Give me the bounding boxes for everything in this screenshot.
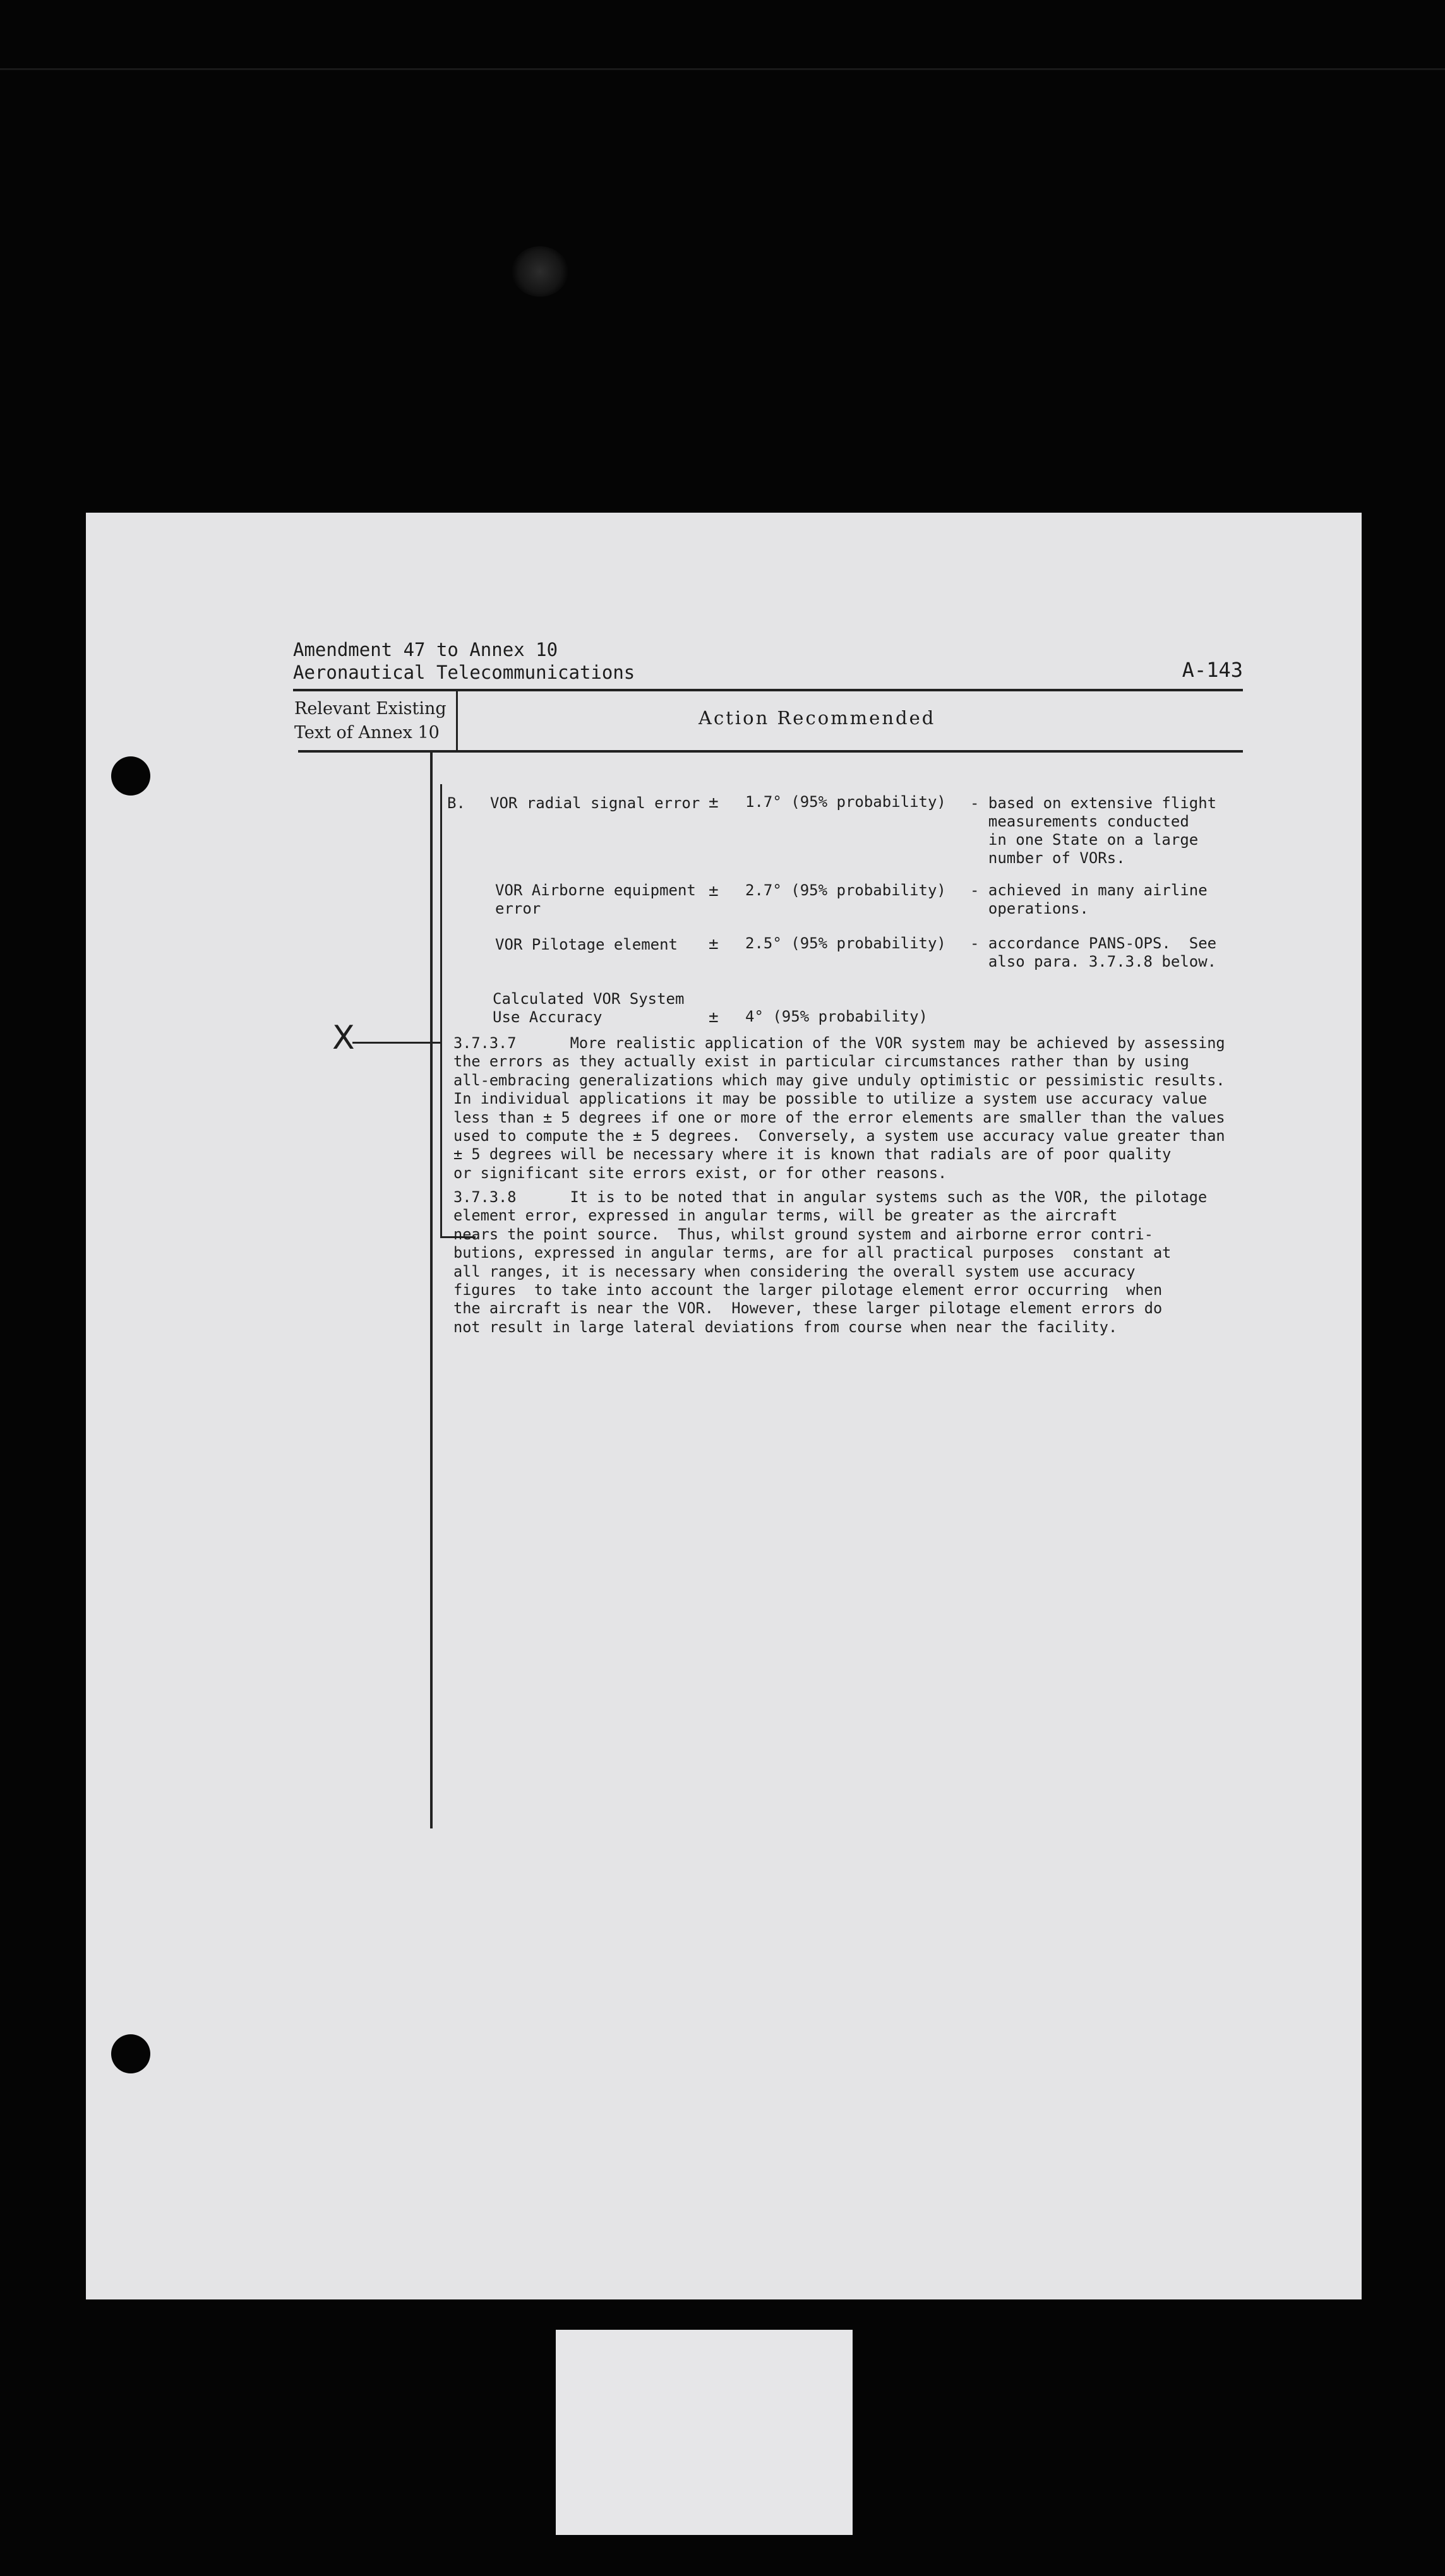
- column-heading-line: Text of Annex 10: [294, 723, 440, 742]
- row-label: VOR Pilotage element: [495, 936, 678, 953]
- row-value: 2.5° (95% probability): [745, 934, 946, 952]
- bracket-line: [440, 784, 442, 1237]
- note-line: operations.: [970, 900, 1089, 917]
- paragraph-line: 3.7.3.7 More realistic application of the VOR system may be achieved by assessing: [453, 1034, 1225, 1052]
- note-line: number of VORs.: [970, 849, 1125, 867]
- film-top-rule: [0, 68, 1445, 70]
- paragraph-3-7-3-7: [453, 1034, 1225, 1183]
- row-label: [493, 990, 684, 1027]
- plus-minus-sign: ±: [709, 881, 719, 900]
- film-label-tab: [556, 2330, 853, 2535]
- label-line: Use Accuracy: [493, 1008, 603, 1026]
- paragraph-line: or significant site errors exist, or for other reasons.: [453, 1164, 947, 1182]
- note-line: - accordance PANS-OPS. See: [970, 934, 1217, 952]
- row-label: [495, 881, 696, 918]
- paragraph-line: nears the point source. Thus, whilst ground system and airborne error contri-: [453, 1225, 1153, 1243]
- note-line: - based on extensive flight: [970, 794, 1217, 812]
- label-line: Calculated VOR System: [493, 990, 685, 1008]
- paragraph-line: all-embracing generalizations which may give unduly optimistic or pessimistic results.: [453, 1071, 1225, 1089]
- punch-hole-top: [111, 756, 150, 796]
- row-note: [970, 881, 1208, 918]
- paragraph-line: not result in large lateral deviations from course when near the facility.: [453, 1318, 1118, 1336]
- paragraph-line: the errors as they actually exist in particular circumstances rather than by using: [453, 1052, 1189, 1071]
- note-line: in one State on a large: [970, 831, 1199, 849]
- column-heading-existing-text: [294, 697, 447, 745]
- header-amendment: Amendment 47 to Annex 10: [293, 639, 558, 660]
- row-value: 2.7° (95% probability): [745, 881, 946, 899]
- paragraph-line: element error, expressed in angular terms, will be greater as the aircraft: [453, 1207, 1118, 1225]
- row-value: 4° (95% probability): [745, 1008, 928, 1025]
- column-heading-line: Relevant Existing: [294, 699, 447, 719]
- note-line: - achieved in many airline: [970, 881, 1208, 899]
- margin-mark: X: [332, 1019, 355, 1057]
- paragraph-line: less than ± 5 degrees if one or more of the error elements are smaller than the values: [453, 1108, 1225, 1126]
- label-line: VOR Airborne equipment: [495, 881, 696, 899]
- row-value: 1.7° (95% probability): [745, 793, 946, 811]
- margin-mark-line: [352, 1042, 441, 1044]
- paragraph-line: ± 5 degrees will be necessary where it is known that radials are of poor quality: [453, 1145, 1172, 1164]
- paragraph-line: used to compute the ± 5 degrees. Conversely, a system use accuracy value greater than: [453, 1126, 1225, 1145]
- table-head-rule: [298, 750, 1243, 753]
- paragraph-3-7-3-8: [453, 1188, 1207, 1337]
- film-smudge: [512, 246, 568, 297]
- column-divider: [430, 751, 433, 1828]
- note-line: also para. 3.7.3.8 below.: [970, 953, 1217, 970]
- punch-hole-bottom: [111, 2034, 150, 2073]
- header-title: Aeronautical Telecommunications: [293, 662, 635, 683]
- row-label: VOR radial signal error: [490, 794, 700, 812]
- label-line: error: [495, 900, 541, 917]
- row-note: [970, 794, 1216, 868]
- column-heading-action: Action Recommended: [699, 707, 936, 729]
- paragraph-line: In individual applications it may be possible to utilize a system use accuracy value: [453, 1090, 1208, 1108]
- plus-minus-sign: ±: [709, 793, 719, 812]
- paragraph-line: 3.7.3.8 It is to be noted that in angular systems such as the VOR, the pilotage: [453, 1188, 1208, 1206]
- section-marker: B.: [447, 794, 465, 812]
- paragraph-line: the aircraft is near the VOR. However, these larger pilotage element errors do: [453, 1299, 1163, 1318]
- document-page: [86, 513, 1362, 2299]
- paragraph-line: figures to take into account the larger pilotage element error occurring when: [453, 1280, 1163, 1299]
- header-rule: [293, 689, 1243, 691]
- plus-minus-sign: ±: [709, 1008, 719, 1027]
- page-number: A-143: [1182, 658, 1243, 682]
- note-line: measurements conducted: [970, 813, 1189, 830]
- row-note: [970, 934, 1216, 971]
- paragraph-line: butions, expressed in angular terms, are for all practical purposes constant at: [453, 1244, 1172, 1262]
- plus-minus-sign: ±: [709, 934, 719, 953]
- table-head-divider: [456, 691, 458, 751]
- paragraph-line: all ranges, it is necessary when considering the overall system use accuracy: [453, 1262, 1136, 1280]
